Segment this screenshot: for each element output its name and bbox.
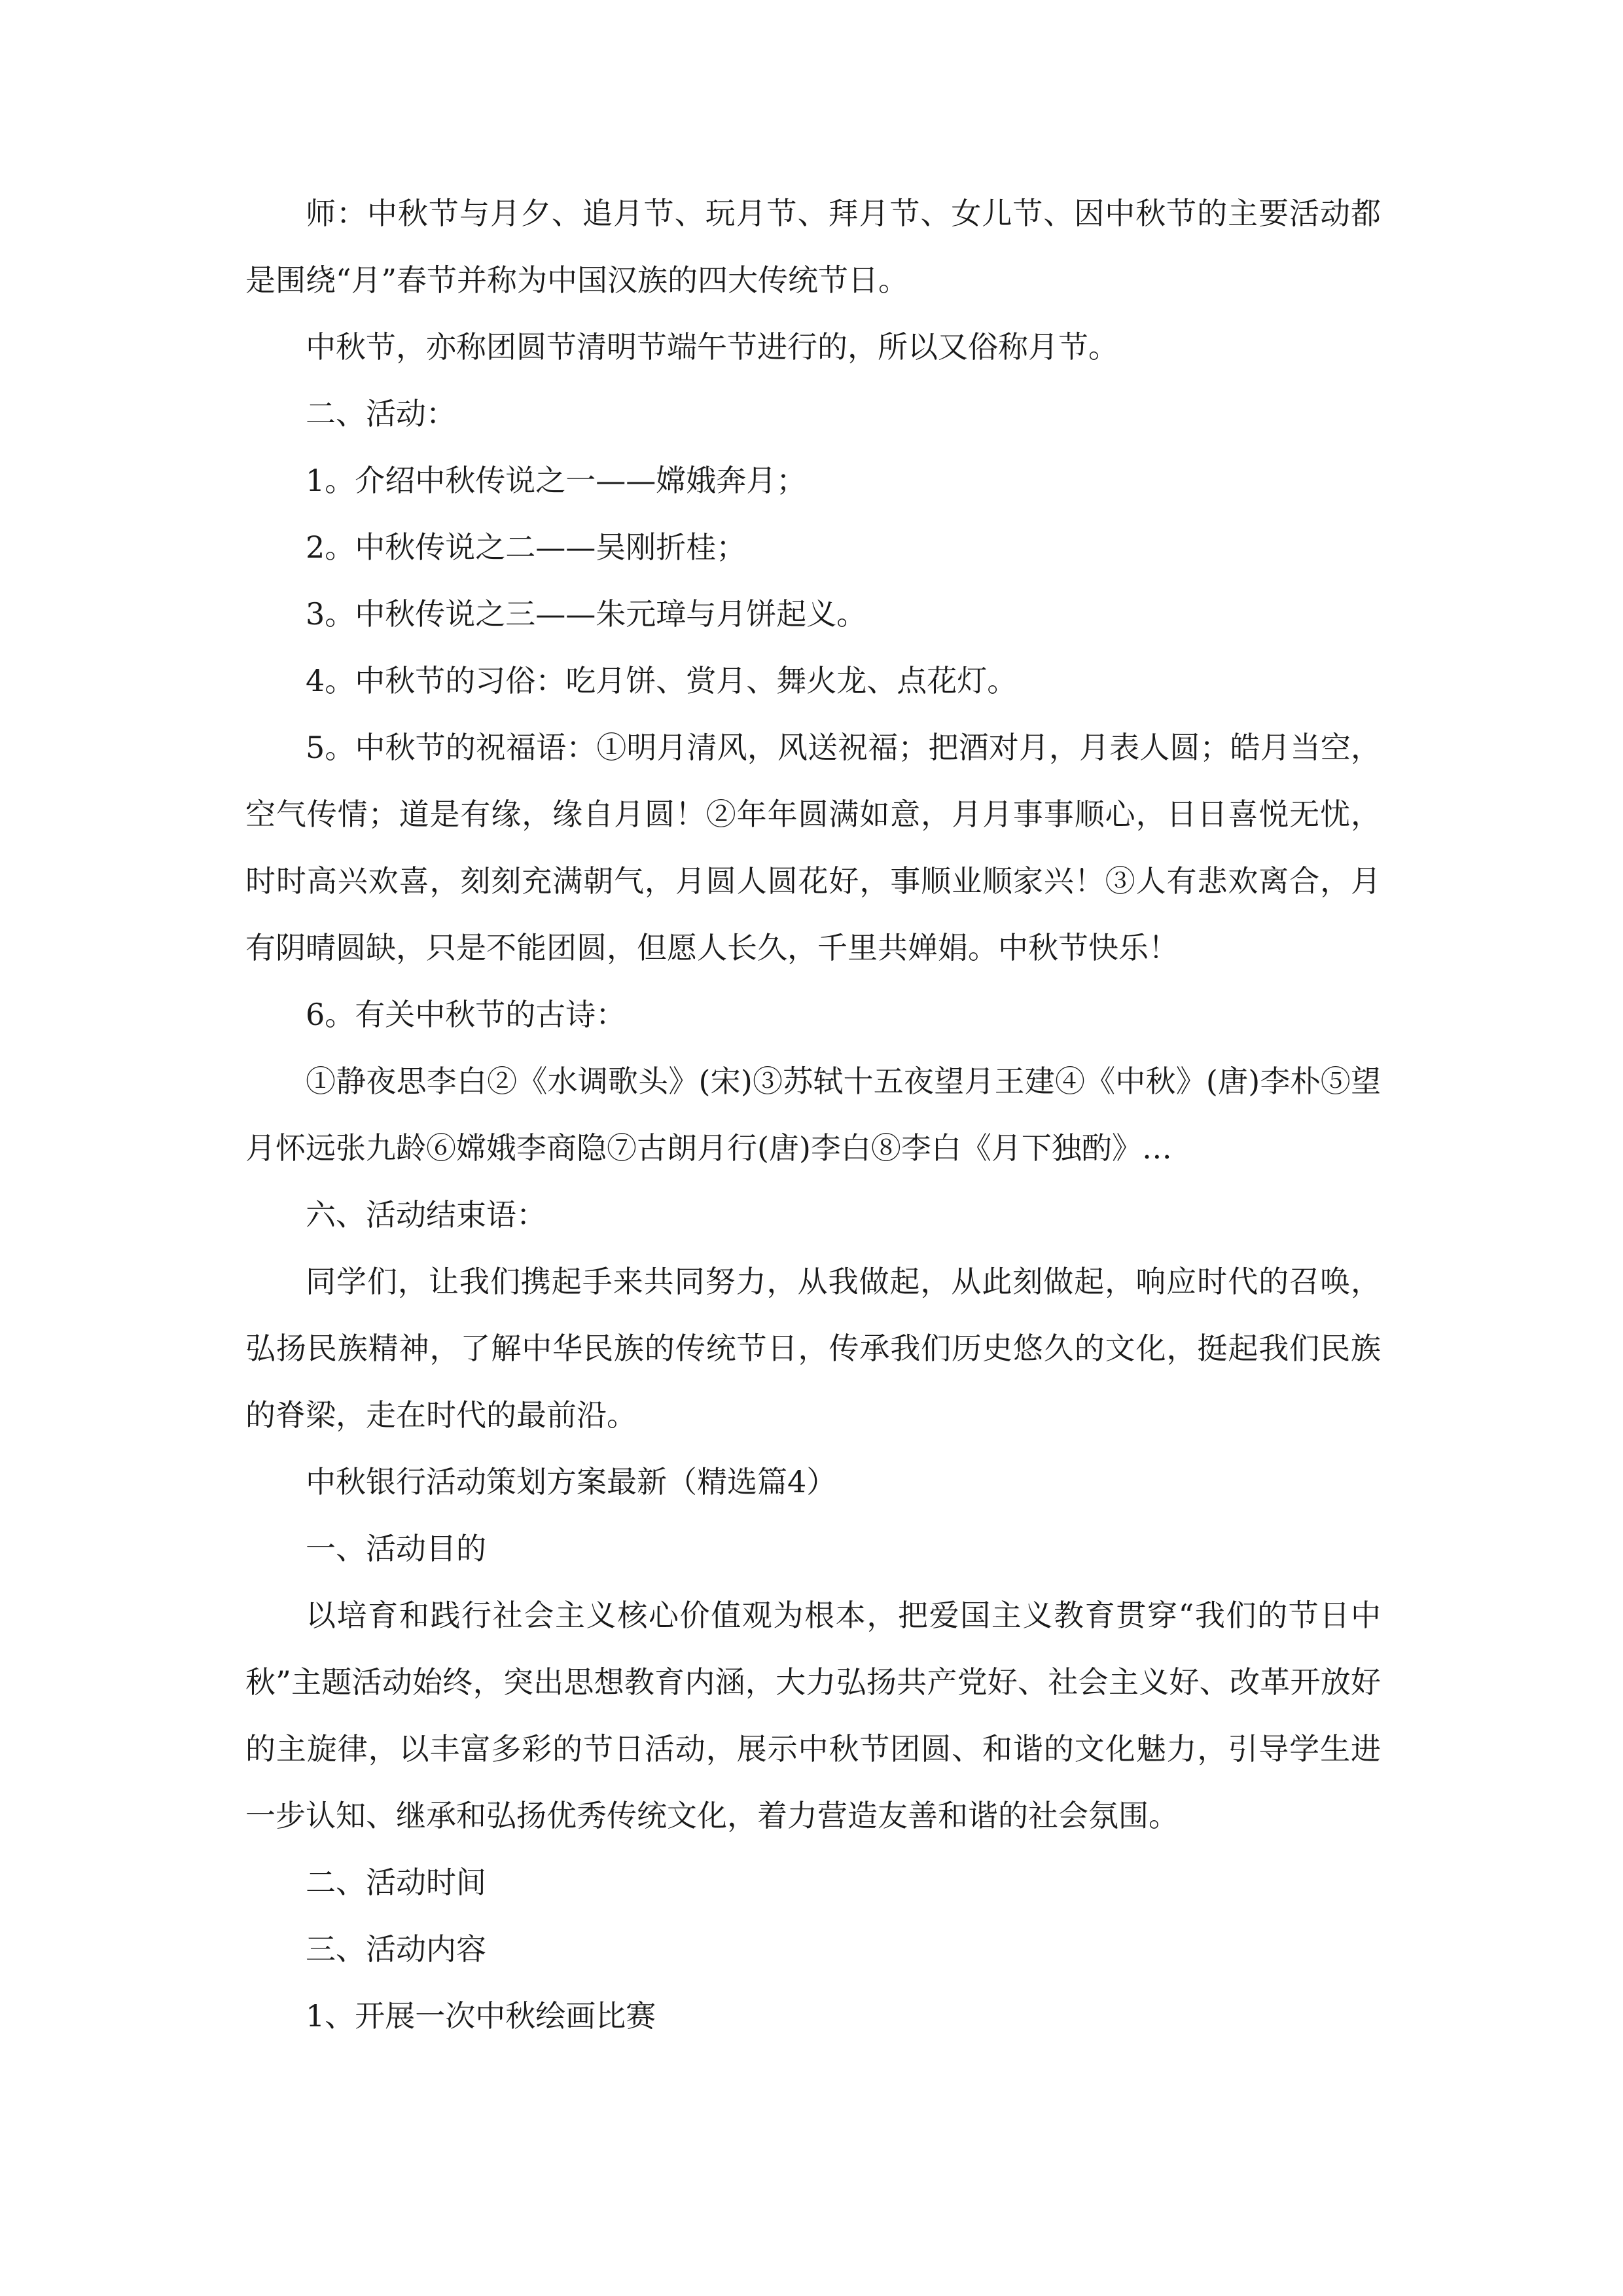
list-item-legend-1: 1。介绍中秋传说之一——嫦娥奔月； (306, 463, 807, 498)
section-heading-purpose: 一、活动目的 (306, 1531, 486, 1566)
list-item-legend-3: 3。中秋传说之三——朱元璋与月饼起义。 (306, 596, 867, 632)
section-heading-closing: 六、活动结束语： (306, 1197, 546, 1232)
list-item-customs: 4。中秋节的习俗：吃月饼、赏月、舞火龙、点花灯。 (306, 663, 1018, 698)
article-title: 中秋银行活动策划方案最新（精选篇4） (306, 1464, 837, 1499)
paragraph-closing: 同学们，让我们携起手来共同努力，从我做起，从此刻做起，响应时代的召唤，弘扬民族精神，了解中华民族的传统节日，传承我们历史悠久的文化，挺起我们民族的脊梁，走在时代的最前沿。 (245, 1264, 1381, 1433)
paragraph-mid-autumn-alias: 中秋节，亦称团圆节清明节端午节进行的，所以又俗称月节。 (306, 329, 1118, 365)
document-body (245, 180, 1381, 2049)
paragraph-purpose: 以培育和践行社会主义核心价值观为根本，把爱国主义教育贯穿“我们的节日中秋”主题活动始终，突出思想教育内涵，大力弘扬共产党好、社会主义好、改革开放好的主旋律，以丰富多彩的节日活动，展示中秋节团圆、和谐的文化魅力，引导学生进一步认知、继承和弘扬优秀传统文化，着力营造友善和谐的社会氛围。 (245, 1598, 1381, 1833)
list-item-poems-heading: 6。有关中秋节的古诗： (306, 997, 626, 1032)
list-item-blessings: 5。中秋节的祝福语：①明月清风，风送祝福；把酒对月，月表人圆；皓月当空，空气传情；道是有缘，缘自月圆！②年年圆满如意，月月事事顺心，日日喜悦无忧，时时高兴欢喜，刻刻充满朝气，月圆人圆花好，事顺业顺家兴！③人有悲欢离合，月有阴晴圆缺，只是不能团圆，但愿人长久，千里共婵娟。中秋节快乐！ (245, 730, 1381, 965)
list-item-painting-contest: 1、开展一次中秋绘画比赛 (306, 1998, 656, 2034)
paragraph-poems: ①静夜思李白②《水调歌头》(宋)③苏轼十五夜望月王建④《中秋》(唐)李朴⑤望月怀远张九龄⑥嫦娥李商隐⑦古朗月行(唐)李白⑧李白《月下独酌》… (245, 1064, 1381, 1166)
section-heading-time: 二、活动时间 (306, 1865, 486, 1900)
paragraph-intro: 师：中秋节与月夕、追月节、玩月节、拜月节、女儿节、因中秋节的主要活动都是围绕“月”春节并称为中国汉族的四大传统节日。 (245, 196, 1381, 298)
section-heading-activities: 二、活动： (306, 396, 456, 431)
section-heading-content: 三、活动内容 (306, 1931, 486, 1967)
list-item-legend-2: 2。中秋传说之二——吴刚折桂； (306, 529, 747, 565)
